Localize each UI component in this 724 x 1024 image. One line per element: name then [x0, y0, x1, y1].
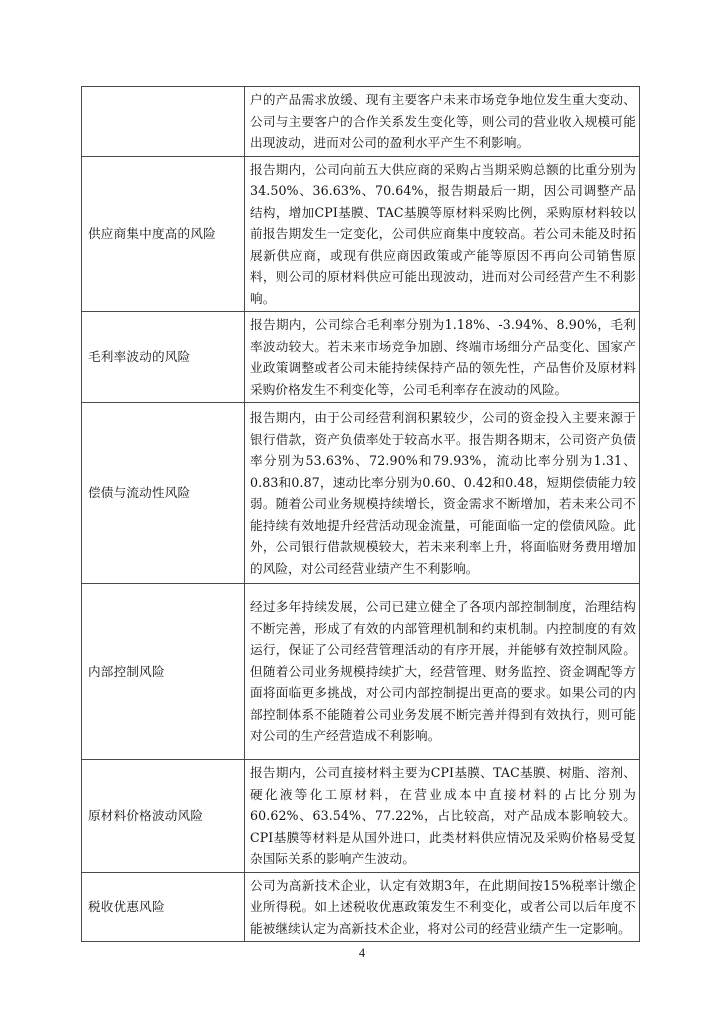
risk-description-cell: 公司为高新技术企业，认定有效期3年，在此期间按15%税率计缴企业所得税。如上述税收优惠政策发生不利变化，或者公司以后年度不能被继续认定为高新技术企业，将对公司的经营业绩产生一定影响。	[245, 872, 640, 942]
table-row	[82, 584, 640, 760]
risk-description-cell: 报告期内，公司向前五大供应商的采购占当期采购总额的比重分别为34.50%、36.63%、70.64%，报告期最后一期，因公司调整产品结构，增加CPI基膜、TAC基膜等原材料采购比例，采购原材料较以前报告期发生一定变化，公司供应商集中度较高。若公司未能及时拓展新供应商，或现有供应商因政策或产能等原因不再向公司销售原料，则公司的原材料供应可能出现波动，进而对公司经营产生不利影响。	[245, 156, 640, 312]
risk-description-cell: 报告期内，由于公司经营利润积累较少，公司的资金投入主要来源于银行借款，资产负债率处于较高水平。报告期各期末，公司资产负债率分别为53.63%、72.90%和79.93%，流动比率分别为1.31、0.83和0.87，速动比率分别为0.60、0.42和0.48，短期偿债能力较弱。随着公司业务规模持续增长，资金需求不断增加，若未来公司不能持续有效地提升经营活动现金流量，可能面临一定的偿债风险。此外，公司银行借款规模较大，若未来利率上升，将面临财务费用增加的风险，对公司经营业绩产生不利影响。	[245, 403, 640, 584]
risk-description-cell: 报告期内，公司综合毛利率分别为1.18%、-3.94%、8.90%，毛利率波动较大。若未来市场竞争加剧、终端市场细分产品变化、国家产业政策调整或者公司未能持续保持产品的领先性，产品售价及原材料采购价格发生不利变化等，公司毛利率存在波动的风险。	[245, 312, 640, 403]
risk-name-cell: 供应商集中度高的风险	[82, 156, 245, 312]
risk-description-cell: 经过多年持续发展，公司已建立健全了各项内部控制制度，治理结构不断完善，形成了有效的内部管理机制和约束机制。内控制度的有效运行，保证了公司经营管理活动的有序开展，并能够有效控制风险。但随着公司业务规模持续扩大，经营管理、财务监控、资金调配等方面将面临更多挑战，对公司内部控制提出更高的要求。如果公司的内部控制体系不能随着公司业务发展不断完善并得到有效执行，则可能对公司的生产经营造成不利影响。	[245, 584, 640, 760]
table-row	[82, 760, 640, 873]
risk-name-cell: 偿债与流动性风险	[82, 403, 245, 584]
page-number: 4	[358, 946, 366, 960]
table-row	[82, 156, 640, 312]
risk-name-cell: 内部控制风险	[82, 584, 245, 760]
risk-name-cell: 毛利率波动的风险	[82, 312, 245, 403]
risk-factors-table	[81, 86, 640, 942]
table-row	[82, 872, 640, 942]
table-row	[82, 403, 640, 584]
risk-name-cell: 税收优惠风险	[82, 872, 245, 942]
risk-description-cell: 报告期内，公司直接材料主要为CPI基膜、TAC基膜、树脂、溶剂、硬化液等化工原材料，在营业成本中直接材料的占比分别为60.62%、63.54%、77.22%，占比较高，对产品成本影响较大。CPI基膜等材料是从国外进口，此类材料供应情况及采购价格易受复杂国际关系的影响产生波动。	[245, 760, 640, 873]
table-row	[82, 312, 640, 403]
risk-name-cell: 原材料价格波动风险	[82, 760, 245, 873]
risk-description-cell: 户的产品需求放缓、现有主要客户未来市场竞争地位发生重大变动、公司与主要客户的合作关系发生变化等，则公司的营业收入规模可能出现波动，进而对公司的盈利水平产生不利影响。	[245, 87, 640, 157]
table-row	[82, 87, 640, 157]
risk-name-cell	[82, 87, 245, 157]
